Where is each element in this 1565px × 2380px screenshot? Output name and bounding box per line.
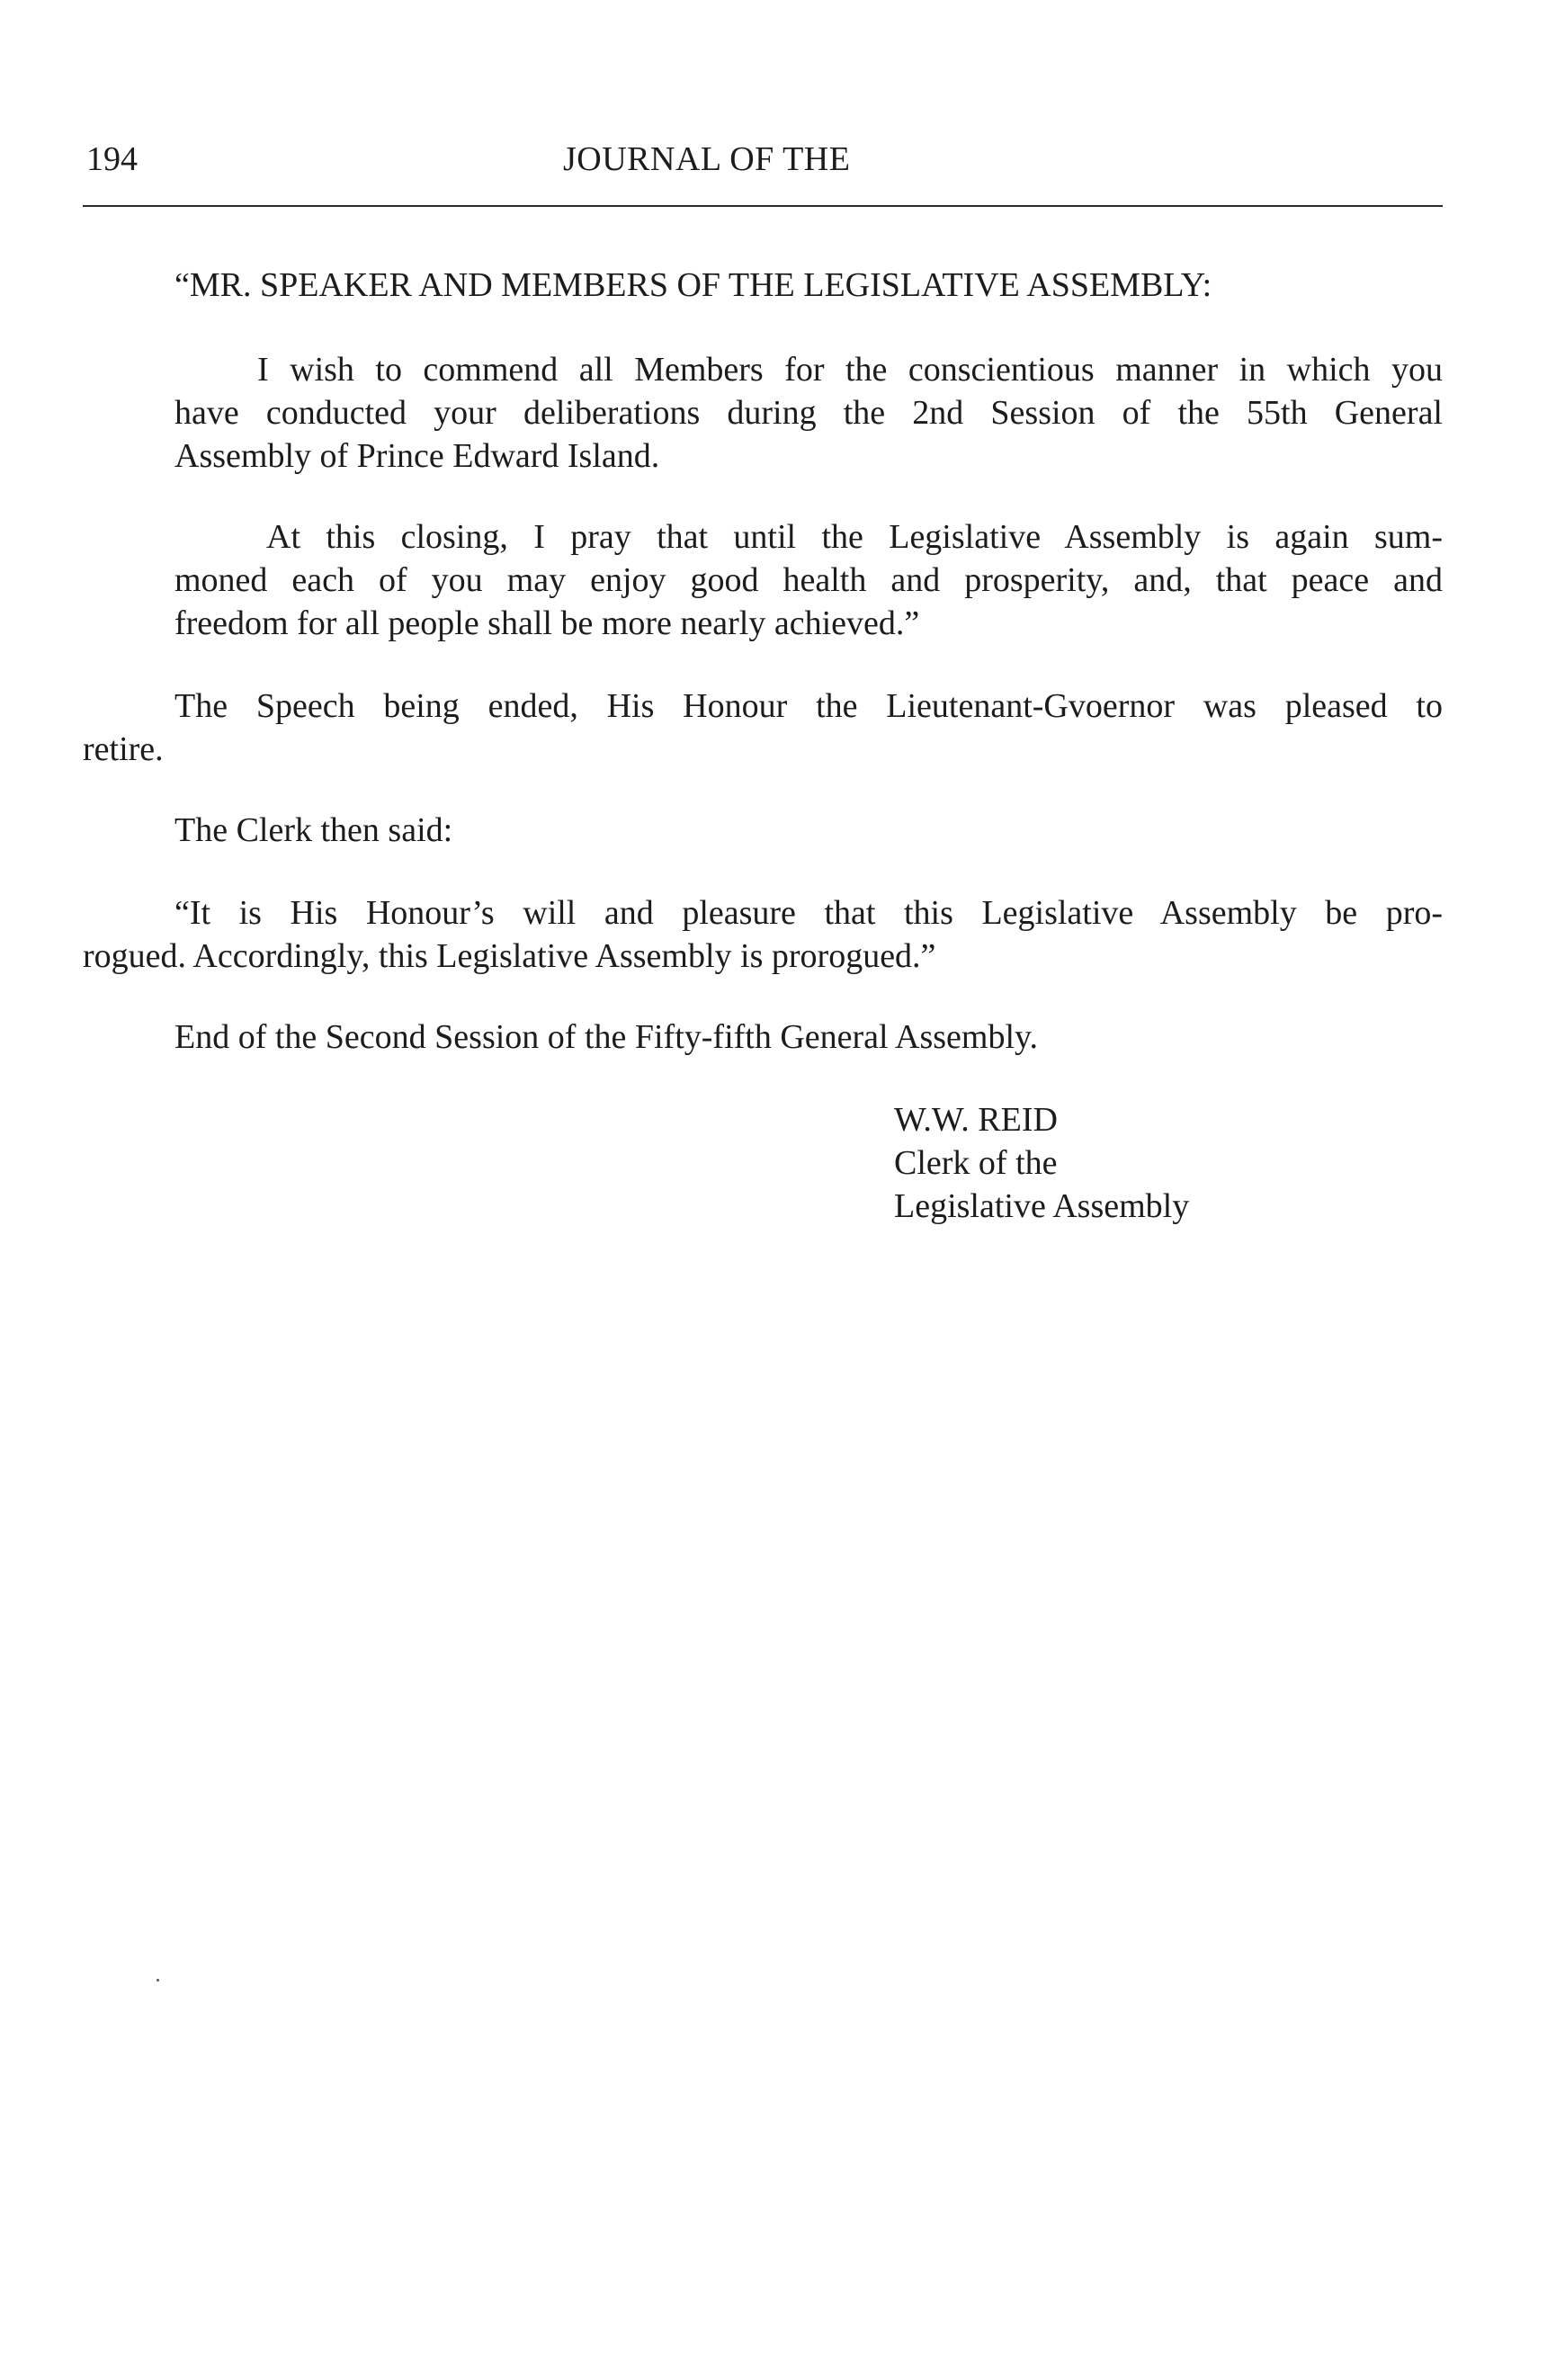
scan-speck: [156, 1979, 159, 1982]
speech-paragraph-2-line-2: moned each of you may enjoy good health and prosperity, and, that peace and: [174, 561, 1443, 599]
running-head: JOURNAL OF THE: [563, 140, 851, 178]
speech-paragraph-1-line-3: Assembly of Prince Edward Island.: [174, 437, 660, 475]
speech-paragraph-2-line-3: freedom for all people shall be more nearly achieved.”: [174, 604, 920, 642]
clerk-said: The Clerk then said:: [174, 811, 453, 849]
speech-paragraph-1-line-1: I wish to commend all Members for the conscientious manner in which you: [257, 351, 1443, 389]
prorogation-line-1: “It is His Honour’s will and pleasure that this Legislative Assembly be pro-: [174, 894, 1443, 932]
speech-paragraph-1-line-2: have conducted your deliberations during the 2nd Session of the 55th General: [174, 394, 1443, 432]
retire-paragraph-line-2: retire.: [83, 730, 164, 768]
signature-title-line-1: Clerk of the: [894, 1144, 1058, 1182]
page-number: 194: [86, 140, 138, 178]
speech-salutation: “MR. SPEAKER AND MEMBERS OF THE LEGISLATIVE ASSEMBLY:: [174, 266, 1212, 304]
signature-title-line-2: Legislative Assembly: [894, 1187, 1190, 1225]
end-of-session-note: End of the Second Session of the Fifty-fifth General Assembly.: [174, 1018, 1039, 1056]
retire-paragraph-line-1: The Speech being ended, His Honour the Lieutenant-Gvoernor was pleased to: [174, 687, 1443, 725]
header-rule: [83, 205, 1443, 207]
prorogation-line-2: rogued. Accordingly, this Legislative Assembly is prorogued.”: [83, 937, 936, 975]
signature-name: W.W. REID: [894, 1101, 1058, 1139]
speech-paragraph-2-line-1: At this closing, I pray that until the Legislative Assembly is again sum-: [266, 518, 1443, 556]
